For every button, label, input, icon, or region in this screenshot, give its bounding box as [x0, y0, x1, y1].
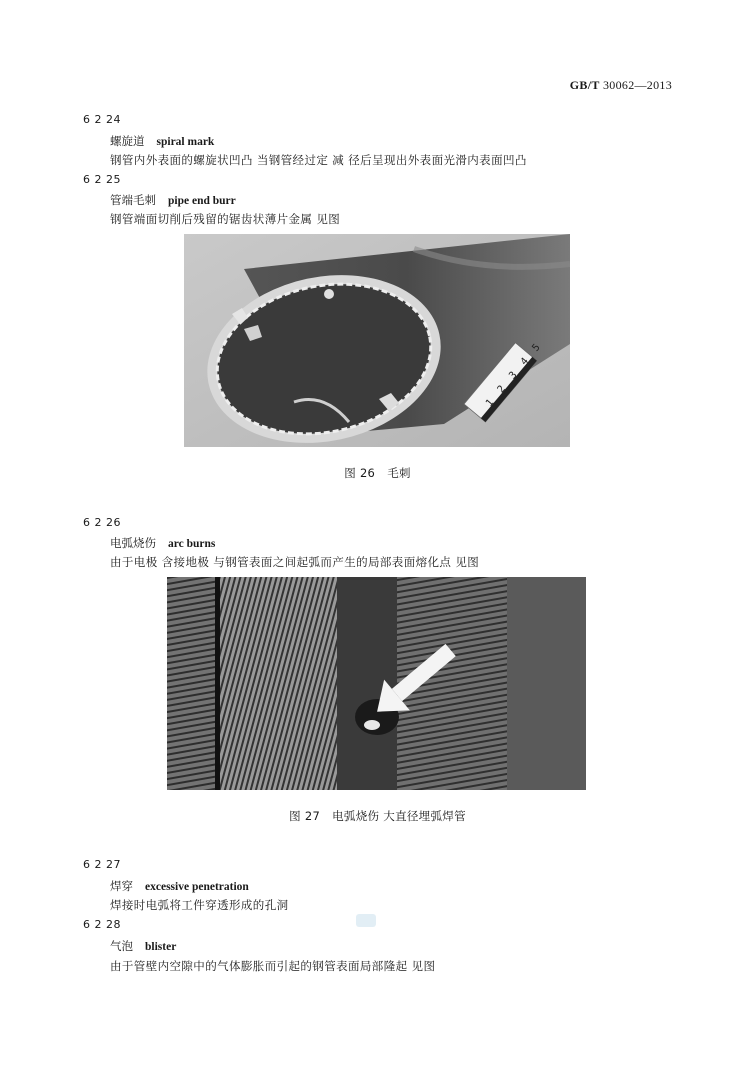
term-heading: [110, 133, 214, 149]
term-en: blister: [145, 941, 177, 953]
term-en: excessive penetration: [145, 881, 249, 893]
clause-number: 6 2 24: [83, 113, 121, 126]
clause-number: 6 2 26: [83, 516, 121, 529]
term-heading: [110, 878, 249, 894]
term-definition: 由于管壁内空隙中的气体膨胀而引起的钢管表面局部隆起 见图: [110, 959, 436, 973]
term-en: arc burns: [168, 538, 216, 550]
term-definition: 钢管内外表面的螺旋状凹凸 当钢管经过定 减 径后呈现出外表面光滑内表面凹凸: [110, 153, 527, 167]
figure-26-photo: [184, 234, 570, 447]
clause-number: 6 2 27: [83, 858, 121, 871]
term-zh: 管端毛刺: [110, 193, 156, 207]
figure-label: 图 27: [289, 809, 321, 823]
term-zh: 电弧烧伤: [110, 536, 156, 550]
term-heading: [110, 938, 176, 954]
figure-26-caption: [0, 465, 755, 481]
clause-number: 6 2 25: [83, 173, 121, 186]
term-definition: 焊接时电弧将工件穿透形成的孔洞: [110, 898, 289, 912]
figure-27-caption: [0, 808, 755, 824]
figure-caption-text: 毛刺: [387, 466, 411, 480]
watermark-logo-icon: [356, 913, 376, 928]
figure-caption-text: 电弧烧伤 大直径埋弧焊管: [332, 809, 466, 823]
term-zh: 焊穿: [110, 879, 133, 893]
term-heading: [110, 535, 215, 551]
term-zh: 气泡: [110, 939, 133, 953]
term-en: pipe end burr: [168, 195, 236, 207]
term-zh: 螺旋道: [110, 134, 145, 148]
standard-prefix: GB/T: [569, 78, 600, 92]
figure-label: 图 26: [344, 466, 376, 480]
standard-number: 30062—2013: [603, 78, 672, 92]
standard-code: [570, 78, 672, 93]
term-definition: 由于电极 含接地极 与钢管表面之间起弧而产生的局部表面熔化点 见图: [110, 555, 480, 569]
term-en: spiral mark: [156, 136, 215, 148]
ruler-scale: 1 2 3 4 5: [484, 339, 545, 410]
figure-27-photo: [167, 577, 586, 790]
clause-number: 6 2 28: [83, 918, 121, 931]
term-heading: [110, 192, 236, 208]
term-definition: 钢管端面切削后残留的锯齿状薄片金属 见图: [110, 212, 341, 226]
